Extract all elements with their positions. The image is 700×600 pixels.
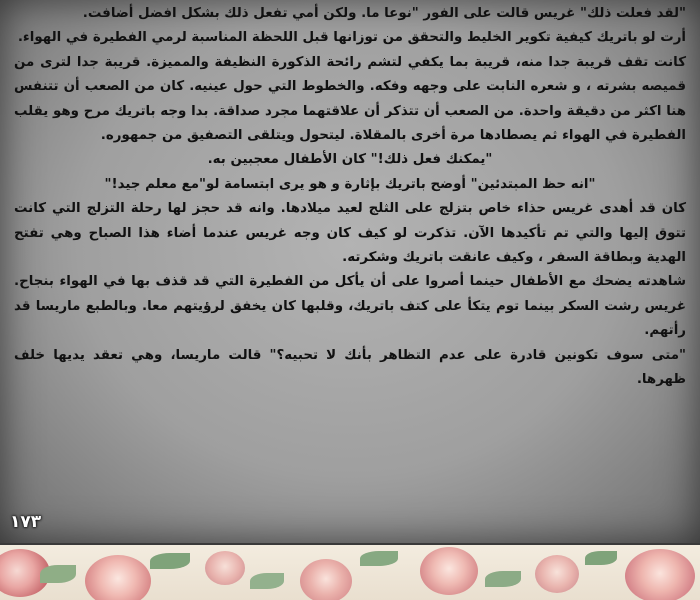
paragraph: كان قد أهدى غريس حذاء خاص بتزلج على الثلج لعيد ميلادها. وانه قد حجز لها رحلة التزلج التي كانت تتوق إليها والتي تم تأكيدها الآن. تذكرت لو كيف كان وجه غريس عندما أضاء هذا الصباح وهي تفتح الهدية وبطاقة السفر ، وكيف عانقت باتريك وشكرته. — [14, 201, 686, 266]
paragraph: "انه حظ المبتدئين" أوضح باتريك بإثارة و هو يرى ابتسامة لو"مع معلم جيد!" — [104, 176, 596, 192]
text-body — [14, 2, 686, 393]
leaf-decoration — [40, 565, 76, 583]
leaf-decoration — [585, 551, 617, 565]
paragraph: أرت لو باتريك كيفية تكوير الخليط والتحقق من توزانها قبل اللحظة المناسبة لرمي الفطيرة في الهواء. — [17, 30, 686, 46]
rose-decoration — [420, 547, 478, 595]
paragraph: كانت تقف قريبة جدا منه، قريبة بما يكفي لتشم رائحة الذكورة النظيفة والمميزة. قريبة جدا لترى من قميصه بشرته ، و شعره النابت على وجهه وفكه. والخطوط التي حول عينيه. كان من الصعب أن تتنفس هنا اكثر من دقيقة واحدة. من الصعب أن تتذكر أن علاقتهما مجرد صداقة. بدا وجه باتريك مرح وهو يقلب الفطيرة في الهواء ثم يصطادها مرة أخرى بالمقلاة. ليتحول ويتلقى التصفيق من جمهوره. — [14, 54, 686, 144]
paragraph: "لقد فعلت ذلك" غريس قالت على الفور "نوعا ما. ولكن أمي تفعل ذلك بشكل افضل أضافت. — [82, 6, 686, 21]
rose-decoration — [205, 551, 245, 585]
rose-decoration — [85, 555, 151, 600]
rose-decoration — [625, 549, 695, 600]
paragraph: شاهدته يضحك مع الأطفال حينما أصروا على أن يأكل من الفطيرة التي قد قذف بها في الهواء بنجاح. غريس رشت السكر بينما توم يتكأ على كتف باتريك، وقلبها كان يخفق لرؤيتهم معا. وبالطبع ماريسا قد رأتهم. — [14, 274, 686, 339]
rose-decoration — [535, 555, 579, 593]
paragraph: "يمكنك فعل ذلك!" كان الأطفال معجبين به. — [207, 152, 493, 168]
paragraph: "متى سوف تكونين قادرة على عدم التظاهر بأنك لا تحبيه؟" قالت ماريسا، وهي تعقد يديها خلف ظهرها. — [14, 347, 686, 388]
rose-decoration — [300, 559, 352, 600]
floral-border — [0, 545, 700, 600]
page-number: ١٧٣ — [10, 512, 42, 532]
leaf-decoration — [250, 573, 284, 589]
leaf-decoration — [360, 551, 398, 566]
leaf-decoration — [485, 571, 521, 587]
leaf-decoration — [150, 553, 190, 569]
